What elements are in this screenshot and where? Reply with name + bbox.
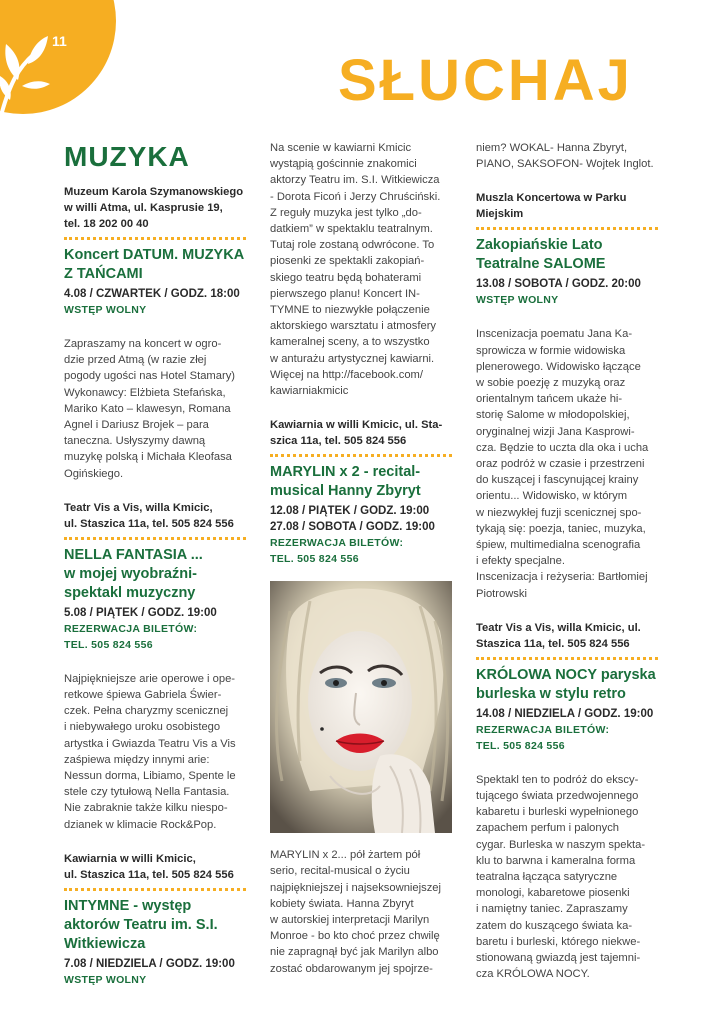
text-line: czek. Pełna charyzmy scenicznej xyxy=(64,705,229,718)
text-line: Zapraszamy na koncert w ogro- xyxy=(64,338,222,350)
text-line: 5.08 / PIĄTEK / GODZ. 19:00 xyxy=(64,606,217,619)
text-line: ul. Staszica 11a, tel. 505 824 556 xyxy=(64,868,234,881)
text-line: Tutaj role zostaną odwrócone. To xyxy=(270,239,435,252)
text-line: Mariko Kato – klawesyn, Romana xyxy=(64,402,231,415)
text-line: Z reguły muzyka jest tylko „do- xyxy=(270,206,422,219)
text-line: Nie zabraknie także kilku niespo- xyxy=(64,802,228,815)
text-line: WSTĘP WOLNY xyxy=(476,294,559,307)
event-description xyxy=(270,140,452,399)
column-1 xyxy=(64,140,246,988)
column-2 xyxy=(270,140,452,977)
text-line: oryginalnej wizji Jana Kasprowi- xyxy=(476,425,635,438)
event-date xyxy=(64,605,246,621)
text-line: muzykę polską i Michała Kleofasa xyxy=(64,451,232,464)
venue xyxy=(64,851,246,883)
text-line: dzie przed Atmą (w razie złej xyxy=(64,354,207,367)
text-line: 7.08 / NIEDZIELA / GODZ. 19:00 xyxy=(64,957,235,970)
text-line: Nessun dorma, Libiamo, Spente le xyxy=(64,770,236,783)
page-number: 11 xyxy=(52,33,67,49)
event-description xyxy=(476,140,658,172)
text-line: KRÓLOWA NOCY paryska xyxy=(476,666,656,683)
text-line: kawiarniakmicic xyxy=(270,385,349,398)
text-line: zapachem perfum i palonych xyxy=(476,822,620,835)
text-line: szica 11a, tel. 505 824 556 xyxy=(270,435,407,448)
event-description xyxy=(476,772,658,983)
text-line: w sobie poezję z muzyką oraz xyxy=(476,377,626,390)
text-line: Inscenizacja i reżyseria: Bartłomiej xyxy=(476,571,648,584)
text-line: 12.08 / PIĄTEK / GODZ. 19:00 xyxy=(270,505,430,518)
text-line: Muszla Koncertowa w Parku xyxy=(476,192,627,205)
event-date xyxy=(64,956,246,972)
text-line: do kuszącej i fascynującej krainy xyxy=(476,474,639,487)
text-line: 27.08 / SOBOTA / GODZ. 19:00 xyxy=(270,521,435,534)
event-description xyxy=(270,847,452,977)
event-title xyxy=(64,897,246,954)
text-line: tującego świata przedwojennego xyxy=(476,790,639,803)
text-line: 4.08 / CZWARTEK / GODZ. 18:00 xyxy=(64,288,240,300)
text-line: i namiętny taniec. Zapraszamy xyxy=(476,903,628,916)
text-line: w mojej wyobraźni- xyxy=(64,565,197,582)
portrait-photo xyxy=(270,581,452,833)
text-line: Kawiarnia w willi Kmicic, ul. Sta- xyxy=(270,419,443,432)
text-line: WSTĘP WOLNY xyxy=(64,973,147,986)
text-line: Muzeum Karola Szymanowskiego xyxy=(64,186,244,198)
text-line: Inscenizacja poematu Jana Ka- xyxy=(476,328,633,341)
venue xyxy=(270,417,452,449)
text-line: Ogińskiego. xyxy=(64,467,124,480)
event-reservation xyxy=(270,535,452,567)
text-line: storię Salome w młodopolskiej, xyxy=(476,409,630,422)
text-line: Na scenie w kawiarni Kmicic xyxy=(270,142,412,154)
text-line: Spektakl ten to podróż do ekscy- xyxy=(476,773,639,786)
event-title xyxy=(476,666,658,704)
leaf-icon xyxy=(0,24,50,114)
text-line: orientu... Widowisko, w którym xyxy=(476,490,628,503)
text-line: datkiem” w spektaklu teatralnym. xyxy=(270,223,433,236)
venue xyxy=(64,184,246,232)
event-date xyxy=(476,276,658,292)
text-line: aktorzy Teatru im. S.I. Witkiewicza xyxy=(270,174,440,187)
text-line: spektakl muzyczny xyxy=(64,584,196,601)
event-title xyxy=(270,463,452,501)
text-line: w anturażu artystycznej kawiarni. xyxy=(270,352,435,365)
text-line: TEL. 505 824 556 xyxy=(270,553,359,566)
text-line: 14.08 / NIEDZIELA / GODZ. 19:00 xyxy=(476,707,654,720)
text-line: w willi Atma, ul. Kasprusie 19, xyxy=(64,202,223,214)
text-line: REZERWACJA BILETÓW: xyxy=(64,622,198,635)
event-date xyxy=(270,503,452,535)
text-line: sprowicza w formie widowiska xyxy=(476,344,626,357)
text-line: monologi, kabaretowe piosenki xyxy=(476,887,630,900)
text-line: serio, recital-musical o życiu xyxy=(270,865,410,878)
text-line: stionowaną gwiazdą jest tajemni- xyxy=(476,952,641,965)
text-line: tel. 18 202 00 40 xyxy=(64,218,149,230)
text-line: nie zapragnął być jak Marilyn albo xyxy=(270,946,439,959)
text-line: TEL. 505 824 556 xyxy=(476,739,565,752)
text-line: klu to barwna i kameralna forma xyxy=(476,854,636,867)
event-admission xyxy=(476,292,658,308)
text-line: i efekty specjalne. xyxy=(476,555,565,568)
venue xyxy=(476,190,658,222)
text-line: najpiękniejszej i najseksowniejszej xyxy=(270,881,442,894)
text-line: w niezwykłej fuzji scenicznej spo- xyxy=(476,506,642,519)
text-line: cygar. Burleska w naszym spekta- xyxy=(476,838,646,851)
text-line: i niebywałego uroku osobistego xyxy=(64,721,221,734)
section-title: SŁUCHAJ xyxy=(338,48,633,113)
event-description xyxy=(476,326,658,601)
text-line: śpiew, multimedialna scenografia xyxy=(476,539,641,552)
dotted-separator xyxy=(64,537,246,540)
text-line: retkowe śpiewa Gabriela Świer- xyxy=(64,689,222,702)
event-title xyxy=(64,546,246,603)
venue xyxy=(476,620,658,652)
text-line: taneczna. Usłyszymy dawną xyxy=(64,435,206,448)
text-line: MARYLIN x 2... pół żartem pół xyxy=(270,849,421,862)
text-line: Więcej na http://facebook.com/ xyxy=(270,368,423,381)
text-line: MARYLIN x 2 - recital- xyxy=(270,464,421,481)
text-line: REZERWACJA BILETÓW: xyxy=(476,723,610,736)
text-line: Agnel i Dariusz Brojek – para xyxy=(64,419,209,432)
event-date xyxy=(476,706,658,722)
dotted-separator xyxy=(476,657,658,660)
text-line: aktorów Teatru im. S.I. xyxy=(64,916,218,933)
event-reservation xyxy=(476,722,658,754)
venue xyxy=(64,500,246,532)
text-line: cza KRÓLOWA NOCY. xyxy=(476,968,590,981)
text-line: TEL. 505 824 556 xyxy=(64,638,153,651)
text-line: cza. Będzie to uczta dla oka i ucha xyxy=(476,441,649,454)
text-line: orientalnym tańcem ukaże hi- xyxy=(476,393,623,406)
text-line: zatem do kuszącego świata ka- xyxy=(476,919,633,932)
text-line: Monroe - bo kto choć przez chwilę xyxy=(270,930,440,943)
text-line: aktorskiego warsztatu i atmosfery xyxy=(270,320,437,333)
dotted-separator xyxy=(64,888,246,891)
text-line: Staszica 11a, tel. 505 824 556 xyxy=(476,637,630,650)
text-line: zostać obdarowanym jej spojrze- xyxy=(270,962,433,975)
dotted-separator xyxy=(64,237,246,240)
dotted-separator xyxy=(270,454,452,457)
text-line: Najpiękniejsze arie operowe i ope- xyxy=(64,672,236,685)
event-admission xyxy=(64,972,246,988)
text-line: REZERWACJA BILETÓW: xyxy=(270,537,404,550)
text-line: wystąpią gościnnie znakomici xyxy=(270,158,417,171)
event-title xyxy=(476,236,658,274)
text-line: Kawiarnia w willi Kmicic, xyxy=(64,852,196,865)
text-line: Zakopiańskie Lato xyxy=(476,237,603,254)
text-line: skiego teatru będą bohaterami xyxy=(270,271,422,284)
text-line: teatralna łącząca satyryczne xyxy=(476,871,618,884)
event-description xyxy=(64,336,246,482)
text-line: niem? WOKAL- Hanna Zbyryt, xyxy=(476,142,628,154)
text-line: artystka i Gwiazda Teatru Vis a Vis xyxy=(64,737,236,750)
dotted-separator xyxy=(476,227,658,230)
text-line: INTYMNE - występ xyxy=(64,897,192,914)
text-line: Z TAŃCAMI xyxy=(64,266,143,282)
text-line: dzianek w klimacie Rock&Pop. xyxy=(64,818,217,831)
text-line: 13.08 / SOBOTA / GODZ. 20:00 xyxy=(476,278,641,291)
event-description xyxy=(64,671,246,833)
text-line: PIANO, SAKSOFON- Wojtek Inglot. xyxy=(476,158,654,171)
text-line: stele czy tytułową Nella Fantasia. xyxy=(64,786,230,799)
text-line: zaśpiewa między innymi arie: xyxy=(64,753,210,766)
text-line: Piotrowski xyxy=(476,587,527,600)
text-line: Teatr Vis a Vis, willa Kmicic, ul. xyxy=(476,621,641,634)
event-date xyxy=(64,286,246,302)
text-line: Witkiewicza xyxy=(64,935,146,952)
text-line: TYMNE to niezwykłe połączenie xyxy=(270,304,430,317)
text-line: pierwszego planu! Koncert IN- xyxy=(270,287,420,300)
text-line: baretu i burleski, którego niekwe- xyxy=(476,935,641,948)
text-line: kabaretu i burleski wypełnionego xyxy=(476,806,639,819)
text-line: Koncert DATUM. MUZYKA xyxy=(64,247,245,263)
text-line: Teatralne SALOME xyxy=(476,256,606,273)
text-line: tykają się: poezja, taniec, muzyka, xyxy=(476,522,646,535)
text-line: WSTĘP WOLNY xyxy=(64,304,147,316)
text-line: w autorskiej interpretacji Marilyn xyxy=(270,914,430,927)
text-line: oraz podróż w czasie i przestrzeni xyxy=(476,458,645,471)
text-line: - Dorota Ficoń i Jerzy Chruściński. xyxy=(270,190,441,203)
text-line: burleska w stylu retro xyxy=(476,685,626,702)
text-line: plenerowego. Widowisko łączące xyxy=(476,360,641,373)
text-line: pogody ugości nas Hotel Stamary) xyxy=(64,370,236,383)
category-heading: MUZYKA xyxy=(64,141,190,172)
text-line: Teatr Vis a Vis, willa Kmicic, xyxy=(64,501,213,514)
text-line: ul. Staszica 11a, tel. 505 824 556 xyxy=(64,517,234,530)
column-3 xyxy=(476,140,658,983)
event-admission xyxy=(64,302,246,318)
text-line: musical Hanny Zbyryt xyxy=(270,483,421,500)
text-line: kameralnej sceny, a to wszystko xyxy=(270,336,430,349)
text-line: Miejskim xyxy=(476,208,524,221)
text-line: Wykonawcy: Elżbieta Stefańska, xyxy=(64,386,226,399)
text-line: kobiety świata. Hanna Zbyryt xyxy=(270,897,414,910)
event-reservation xyxy=(64,621,246,653)
text-line: piosenki ze spektakli zakopiań- xyxy=(270,255,425,268)
text-line: NELLA FANTASIA ... xyxy=(64,546,203,563)
event-title xyxy=(64,246,246,284)
